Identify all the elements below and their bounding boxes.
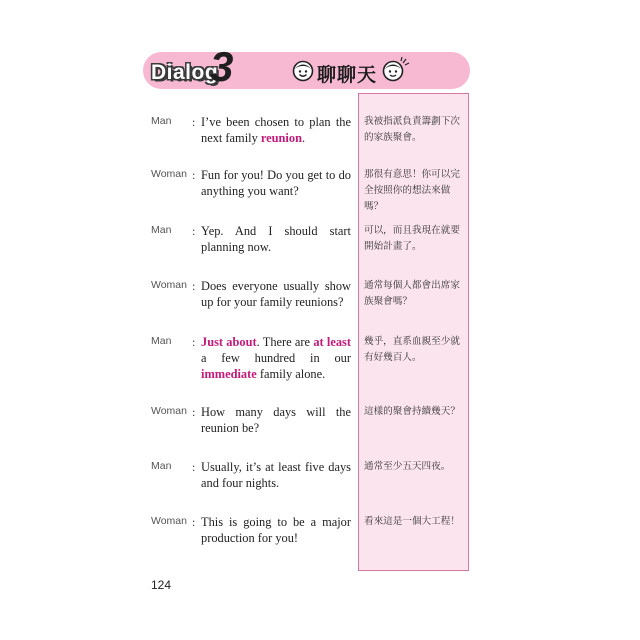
colon-separator: : [192,515,196,529]
english-line [201,334,351,382]
english-text: How many days will the reunion be? [201,405,351,435]
chinese-translation: 通常至少五天四夜。 [364,461,451,472]
translation-column [358,93,469,571]
colon-separator: : [192,460,196,474]
dialog-header-banner [143,43,470,90]
english-text: a few hundred in our [201,351,351,365]
colon-separator: : [192,335,196,349]
dialog-label: Dialog [151,61,219,84]
english-line [201,114,351,146]
english-line [201,459,351,491]
english-line [201,404,351,436]
english-text: Fun for you! Do you get to do anything you want? [201,168,351,198]
speaker-label: Woman [151,405,187,417]
english-text: This is going to be a major production for you! [201,515,351,545]
english-text: Usually, it’s at least five days and four nights. [201,460,351,490]
chinese-title: 聊聊天 [317,64,378,86]
smiley-face-icon [381,57,411,83]
colon-separator: : [192,279,196,293]
colon-separator: : [192,168,196,182]
speaker-label: Man [151,335,172,347]
speaker-label: Woman [151,515,187,527]
page-number: 124 [151,578,172,592]
speaker-label: Woman [151,168,187,180]
chinese-translation: 可以，而且我現在就要開始計畫了。 [364,225,460,252]
speaker-label: Woman [151,279,187,291]
english-line [201,223,351,255]
speaker-label: Man [151,460,172,472]
colon-separator: : [192,224,196,238]
vocab-highlight: Just about [201,335,257,349]
smiley-face-icon [292,60,314,82]
chinese-translation: 那很有意思！你可以完全按照你的想法來做嗎？ [364,169,460,212]
chinese-translation: 幾乎，直系血親至少就有好幾百人。 [364,336,460,363]
english-line [201,167,351,199]
english-text: family alone. [256,367,326,381]
chinese-translation: 通常每個人都會出席家族聚會嗎？ [364,280,460,307]
vocab-highlight: at least [313,335,351,349]
colon-separator: : [192,115,196,129]
chinese-translation: 這樣的聚會持續幾天？ [364,406,460,417]
english-line [201,278,351,310]
chinese-translation: 我被指派負責籌劃下次的家族聚會。 [364,116,460,143]
chinese-translation: 看來這是一個大工程！ [364,516,460,527]
english-text: Does everyone usually show up for your family reunions? [201,279,351,309]
vocab-highlight: immediate [201,367,257,381]
english-text: . [301,131,306,145]
speaker-label: Man [151,224,172,236]
english-text: . There are [256,335,314,349]
english-text: I’ve been chosen to plan the next family [201,115,351,145]
speaker-label: Man [151,115,172,127]
colon-separator: : [192,405,196,419]
dialog-number: 3 [210,43,234,90]
vocab-highlight: reunion [260,131,302,145]
english-text: Yep. And I should start planning now. [201,224,351,254]
english-line [201,514,351,546]
